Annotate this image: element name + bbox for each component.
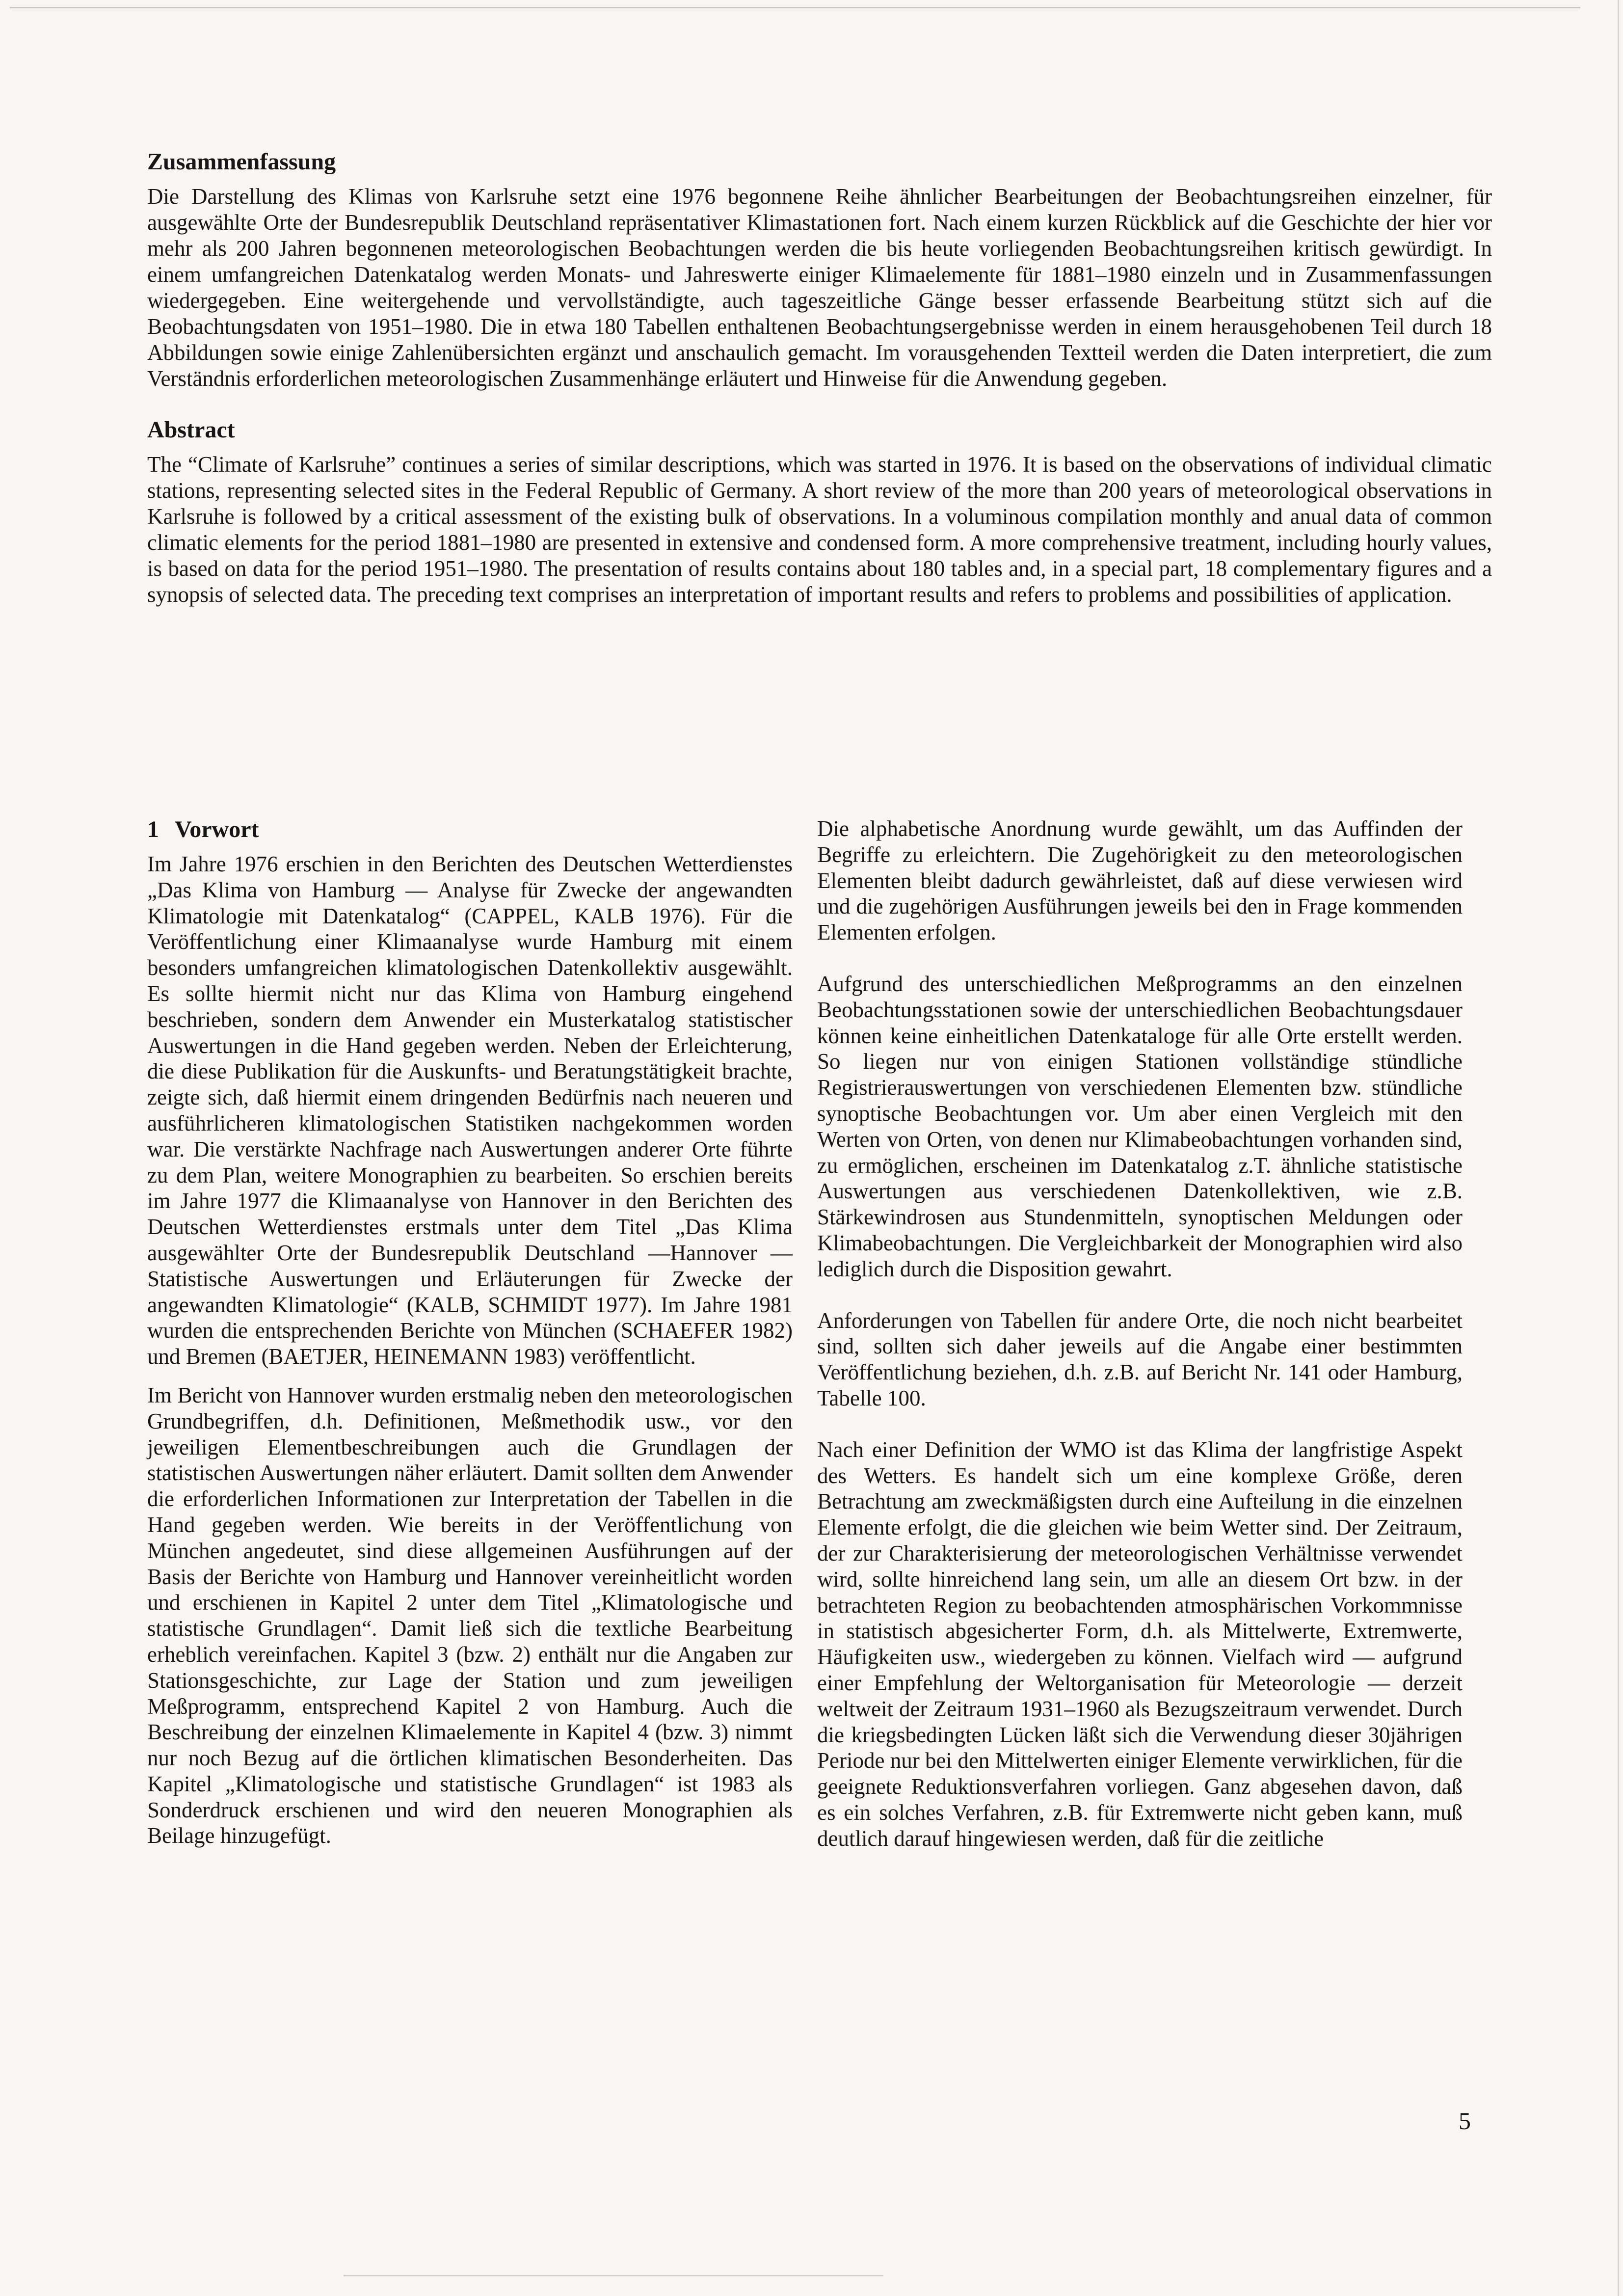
abstract-text: The “Climate of Karlsruhe” continues a series of similar descriptions, which was started in 1976. It is based on the observations of individual climatic stations, representing selected sites in the Federal Republic of Germany. A short review of the more than 200 years of meteorological observations in Karlsruhe is followed by a critical assessment of the existing bulk of observations. In a voluminous compilation monthly and anual data of common climatic elements for the period 1881–1980 are presented in extensive and condensed form. A more comprehensive treatment, including hourly values, is based on data for the period 1951–1980. The presentation of results contains about 180 tables and, in a special part, 18 complementary figures and a synopsis of selected data. The preceding text comprises an interpretation of important results and refers to problems and possibilities of application. — [147, 452, 1492, 607]
paragraph: Im Bericht von Hannover wurden erstmalig neben den meteorologischen Grundbegriffen, d.h. Definitionen, Meßmethodik usw., vor den jeweiligen Elementbeschreibungen auch die Grundlagen der statistischen Auswertungen näher erläutert. Damit sollten dem Anwender die erforderlichen Informationen zur Interpretation der Tabellen in die Hand gegeben werden. Wie bereits in der Veröffentlichung von München angedeutet, sind diese allgemeinen Ausführungen auf der Basis der Berichte von Hamburg und Hannover vereinheitlicht worden und erschienen in Kapitel 2 unter dem Titel „Klimatologische und statistische Grundlagen“. Damit ließ sich die textliche Bearbeitung erheblich vereinfachen. Kapitel 3 (bzw. 2) enthält nur die Angaben zur Stationsgeschichte, zur Lage der Station und zum jeweiligen Meßprogramm, entsprechend Kapitel 2 von Hamburg. Auch die Beschreibung der einzelnen Klimaelemente in Kapitel 4 (bzw. 3) nimmt nur noch Bezug auf die örtlichen klimatischen Besonderheiten. Das Kapitel „Klimatologische und statistische Grundlagen“ ist 1983 als Sonderdruck erschienen und wird den neueren Monographien als Beilage hinzugefügt. — [147, 1382, 793, 1848]
paragraph: Nach einer Definition der WMO ist das Klima der langfristige Aspekt des Wetters. Es handelt sich um eine komplexe Größe, deren Betrachtung am zweckmäßigsten durch eine Aufteilung in die einzelnen Elemente erfolgt, die die gleichen wie beim Wetter sind. Der Zeitraum, der zur Charakterisierung der meteorologischen Verhältnisse verwendet wird, sollte hinreichend lang sein, um alle an diesem Ort bzw. in der betrachteten Region zu beobachtenden atmosphärischen Vorkommnisse in statistisch abgesicherter Form, d.h. als Mittelwerte, Extremwerte, Häufigkeiten usw., wiedergeben zu können. Vielfach wird — aufgrund einer Empfehlung der Weltorganisation für Meteorologie — derzeit weltweit der Zeitraum 1931–1960 als Bezugszeitraum verwendet. Durch die kriegsbedingten Lücken läßt sich die Verwendung dieser 30jährigen Periode nur bei den Mittelwerten einiger Elemente verwirklichen, für die geeignete Reduktionsverfahren vorliegen. Ganz abgesehen davon, daß es ein solches Verfahren, z.B. für Extremwerte nicht geben kann, muß deutlich darauf hingewiesen werden, daß für die zeitliche — [817, 1437, 1463, 1851]
zusammenfassung-text: Die Darstellung des Klimas von Karlsruhe setzt eine 1976 begonnene Reihe ähnlicher Bearbeitungen der Beobachtungsreihen einzelner, für ausgewählte Orte der Bundesrepublik Deutschland repräsentativer Klimastationen fort. Nach einem kurzen Rückblick auf die Geschichte der hier vor mehr als 200 Jahren begonnenen meteorologischen Beobachtungen werden die bis heute vorliegenden Beobachtungsreihen kritisch gewürdigt. In einem umfangreichen Datenkatalog werden Monats- und Jahreswerte einiger Klimaelemente für 1881–1980 einzeln und in Zusammenfassungen wiedergegeben. Eine weitergehende und vervollständigte, auch tageszeitliche Gänge besser erfassende Bearbeitung stützt sich auf die Beobachtungsdaten von 1951–1980. Die in etwa 180 Tabellen enthaltenen Beobachtungsergebnisse werden in einem herausgehobenen Teil durch 18 Abbildungen sowie einige Zahlenübersichten ergänzt und anschaulich gemacht. Im vorausgehenden Textteil werden die Daten interpretiert, die zum Verständnis erforderlichen meteorologischen Zusammenhänge erläutert und Hinweise für die Anwendung gegeben. — [147, 184, 1492, 391]
section-gap — [147, 392, 1492, 415]
left-column — [147, 815, 793, 1862]
section-number: 1 — [147, 816, 159, 842]
zusammenfassung-heading: Zusammenfassung — [147, 149, 336, 175]
paragraph: Anforderungen von Tabellen für andere Orte, die noch nicht bearbeitet sind, sollten sich daher jeweils auf die Angabe einer bestimmten Veröffentlichung beziehen, d.h. z.B. auf Bericht Nr. 141 oder Hamburg, Tabelle 100. — [817, 1308, 1463, 1410]
summary-block — [147, 147, 1492, 608]
scan-edge-top — [10, 7, 1580, 8]
paragraph: Im Jahre 1976 erschien in den Berichten des Deutschen Wetterdienstes „Das Klima von Hamburg — Analyse für Zwecke der angewandten Klimatologie mit Datenkatalog“ (CAPPEL, KALB 1976). Für die Veröffentlichung einer Klimaanalyse wurde Hamburg mit einem besonders umfangreichen klimatologischen Datenkollektiv ausgewählt. Es sollte hiermit nicht nur das Klima von Hamburg eingehend beschrieben, sondern dem Anwender ein Musterkatalog statistischer Auswertungen in die Hand gegeben werden. Neben der Erleichterung, die diese Publikation für die Auskunfts- und Beratungstätigkeit brachte, zeigte sich, daß hiermit einem dringenden Bedürfnis nach neueren und ausführlicheren klimatologischen Statistiken nachgekommen worden war. Die verstärkte Nachfrage nach Auswertungen anderer Orte führte zu dem Plan, weitere Monographien zu bearbeiten. So erschien bereits im Jahre 1977 die Klimaanalyse von Hannover in den Berichten des Deutschen Wetterdienstes erstmals unter dem Titel „Das Klima ausgewählter Orte der Bundesrepublik Deutschland —Hannover — Statistische Auswertungen und Erläuterungen für Zwecke der angewandten Klimatologie“ (KALB, SCHMIDT 1977). Im Jahre 1981 wurden die entsprechenden Berichte von München (SCHAEFER 1982) und Bremen (BAETJER, HEINEMANN 1983) veröffentlicht. — [147, 852, 793, 1369]
section-title: Vorwort — [175, 816, 259, 842]
section-heading — [147, 815, 793, 844]
right-column — [817, 816, 1463, 1877]
paragraph: Die alphabetische Anordnung wurde gewählt, um das Auffinden der Begriffe zu erleichtern. Die Zugehörigkeit zu den meteorologischen Elementen bleibt dadurch gewährleistet, daß auf diese verwiesen wird und die zugehörigen Ausführungen jeweils bei den in Frage kommenden Elementen erfolgen. — [817, 816, 1463, 945]
paragraph: Aufgrund des unterschiedlichen Meßprogramms an den einzelnen Beobachtungsstationen sowie der unterschiedlichen Beobachtungsdauer können keine einheitlichen Datenkataloge für alle Orte erstellt werden. So liegen nur von einigen Stationen vollständige stündliche Registrierauswertungen von verschiedenen Elementen bzw. stündliche synoptische Beobachtungen vor. Um aber einen Vergleich mit den Werten von Orten, von denen nur Klimabeobachtungen vorhanden sind, zu ermöglichen, erscheinen im Datenkatalog z.T. ähnliche statistische Auswertungen aus verschiedenen Datenkollektiven, wie z.B. Stärkewindrosen aus Stundenmitteln, synoptischen Meldungen oder Klimabeobachtungen. Die Vergleichbarkeit der Monographien wird also lediglich durch die Disposition gewahrt. — [817, 971, 1463, 1281]
scan-edge-bottom — [344, 2275, 883, 2276]
abstract-heading: Abstract — [147, 417, 235, 443]
scan-edge-right — [1618, 0, 1619, 2296]
page-number: 5 — [1459, 2107, 1471, 2134]
